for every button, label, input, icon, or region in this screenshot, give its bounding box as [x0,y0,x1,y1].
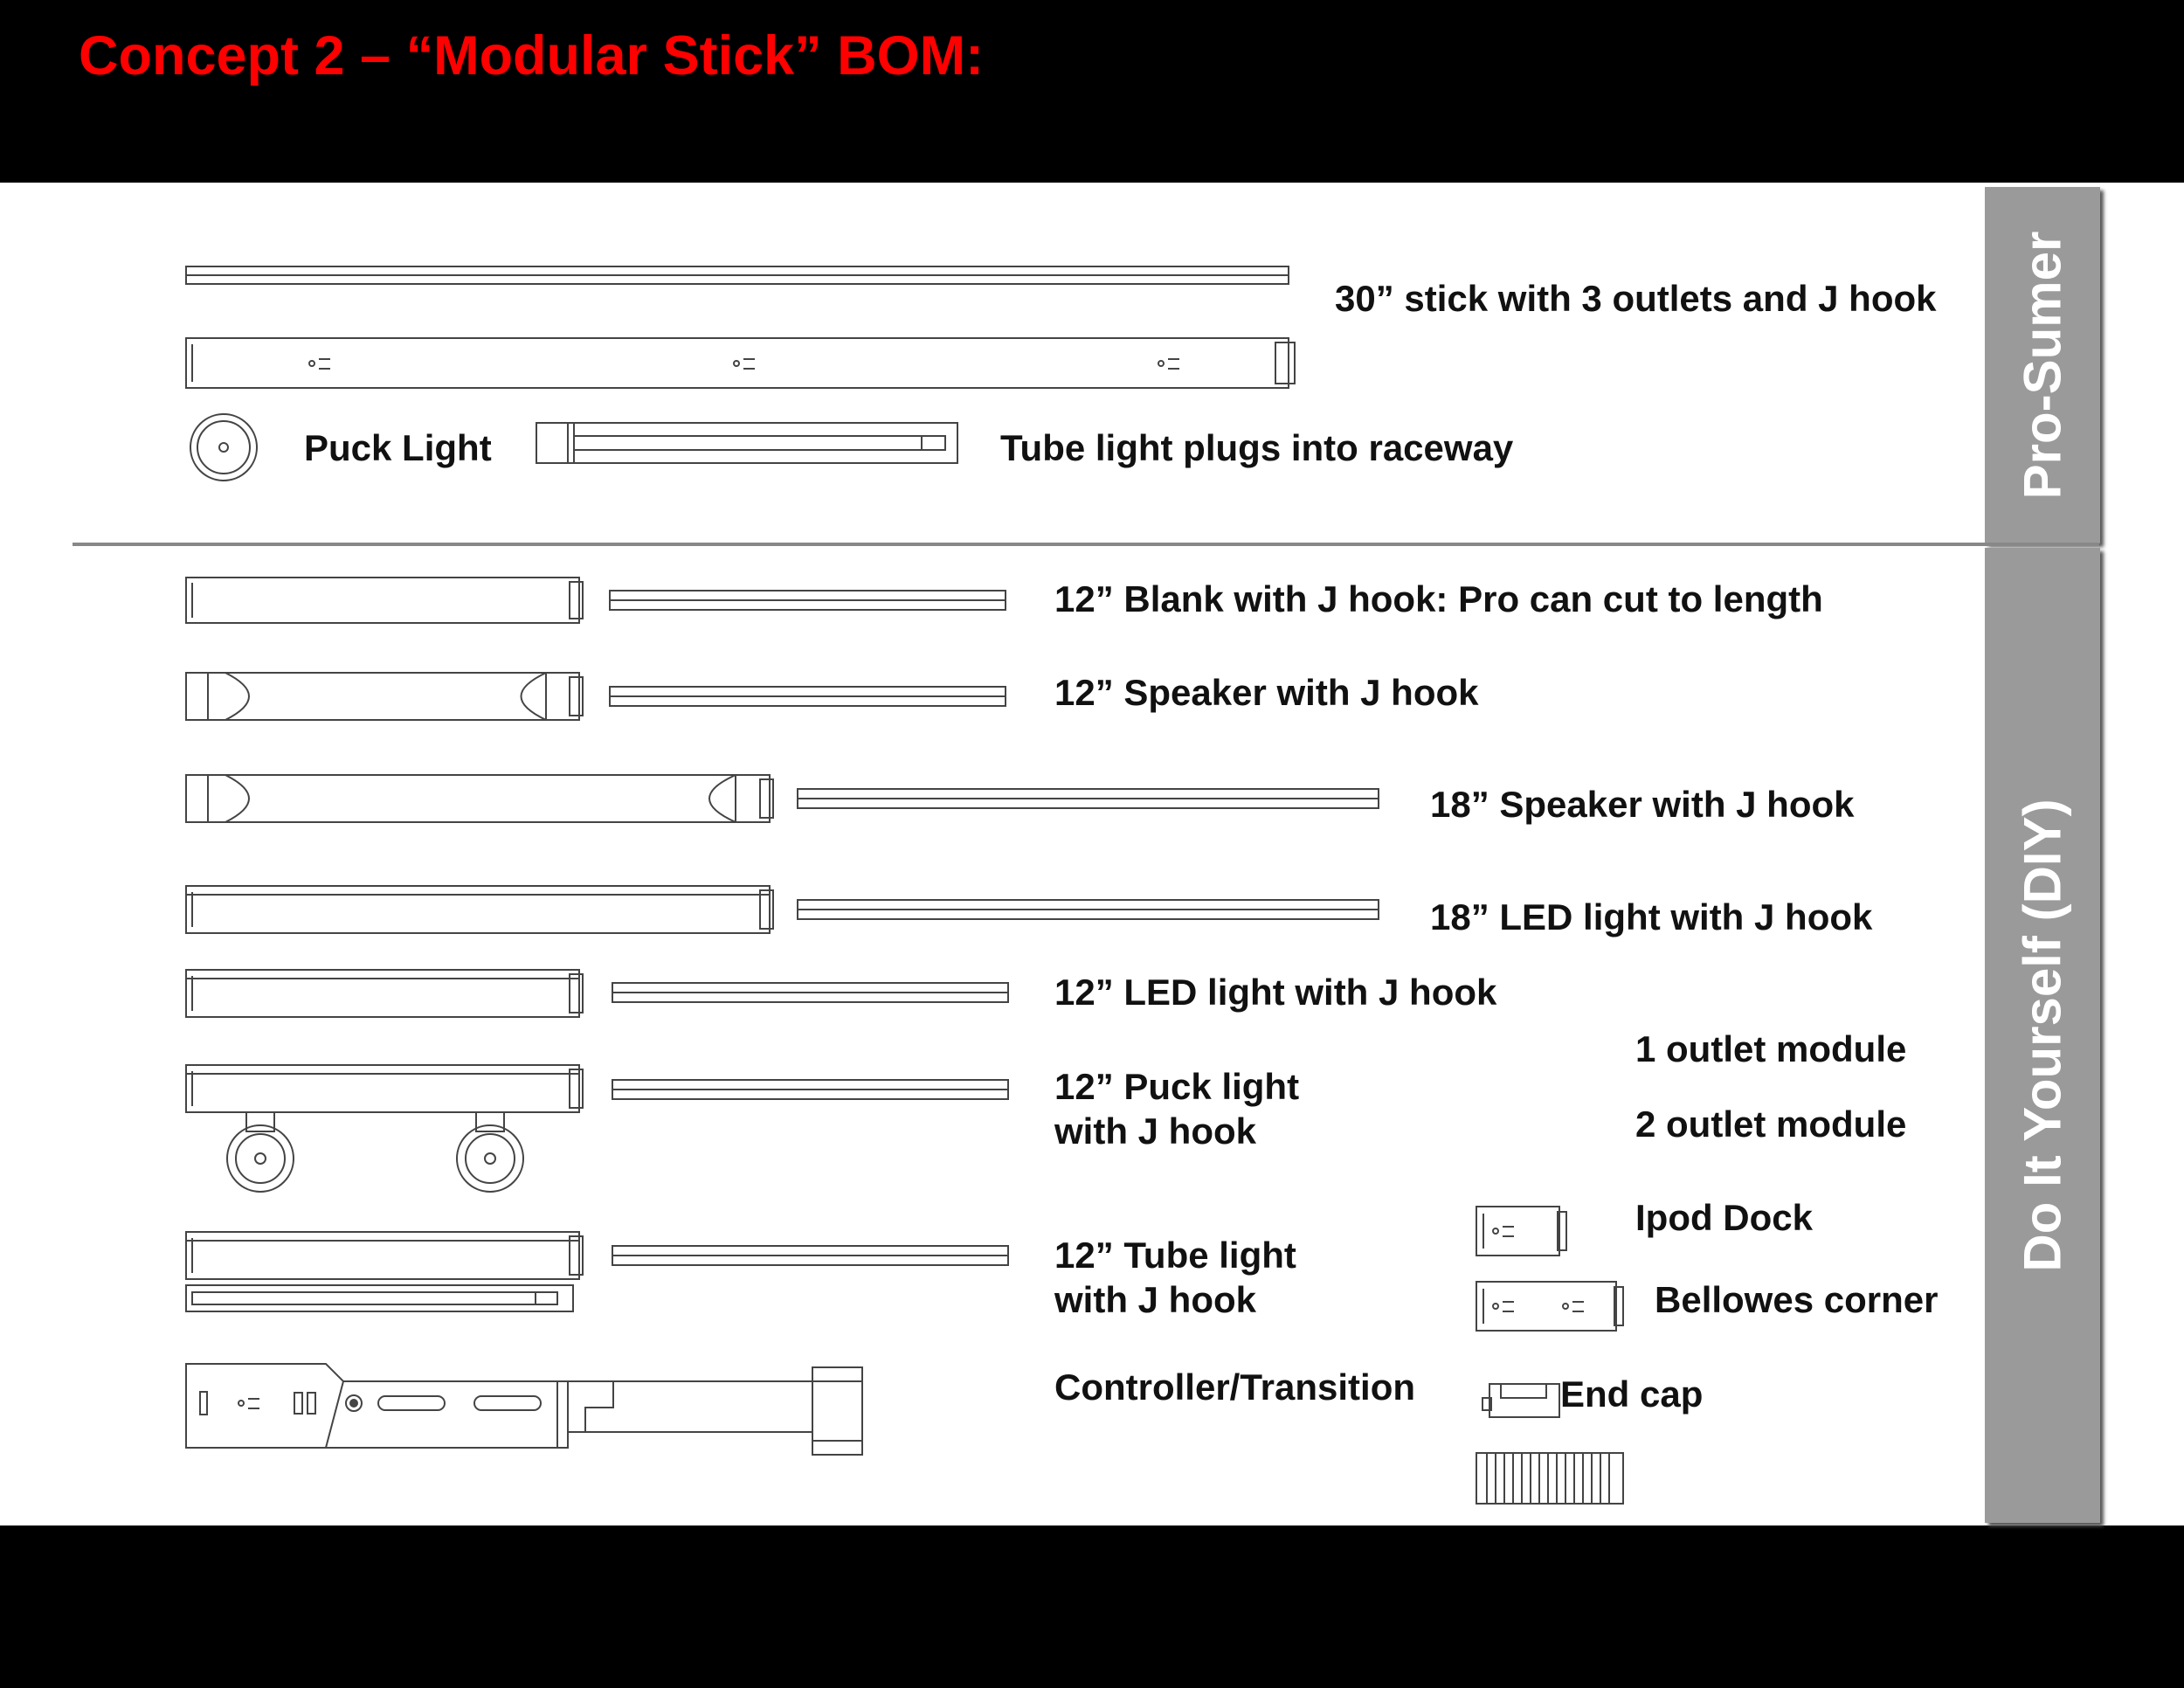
outlet-icon [734,359,755,369]
bellows-pleats [1487,1453,1609,1504]
label-end-cap: End cap [1560,1373,1704,1415]
label-speaker-18: 18” Speaker with J hook [1430,784,1855,825]
outlet-module-2-drawing [1476,1282,1623,1331]
puck-light-icon [190,414,257,481]
label-speaker-12: 12” Speaker with J hook [1054,672,1479,713]
ipod-dock-drawing [1482,1384,1559,1417]
label-controller: Controller/Transition [1054,1366,1416,1408]
led-18-drawing [186,886,1379,933]
diagram-area [0,183,2184,1525]
label-blank-12: 12” Blank with J hook: Pro can cut to length [1054,578,1823,619]
label-outlet-module-2: 2 outlet module [1635,1103,1907,1145]
label-led-18: 18” LED light with J hook [1430,896,1873,937]
diy-label: Do It Yourself (DIY) [2013,799,2072,1272]
label-stick-30: 30” stick with 3 outlets and J hook [1335,278,1937,319]
label-puck-12-line2: with J hook [1054,1110,1256,1152]
stick-30-drawing [186,338,1295,388]
label-tube-light-raceway: Tube light plugs into raceway [1000,427,1514,468]
tube-light-drawing [536,423,957,463]
label-puck-light: Puck Light [304,427,492,468]
speaker-12-drawing [186,673,1006,720]
led-12-drawing [186,970,1008,1017]
raceway-rail-30 [186,266,1289,284]
label-outlet-module-1: 1 outlet module [1635,1028,1907,1069]
controller-drawing [186,1364,862,1455]
label-tube-12-line2: with J hook [1054,1279,1256,1320]
outlet-module-1-drawing [1476,1207,1566,1256]
label-led-12: 12” LED light with J hook [1054,972,1497,1013]
blank-12-drawing [186,578,1006,623]
puck-12-drawing [186,1065,1008,1192]
slide-title: Concept 2 – “Modular Stick” BOM: [79,25,985,86]
label-bellows-corner: Bellowes corner [1655,1279,1939,1320]
prosumer-label: Pro-Sumer [2013,231,2072,500]
tube-12-drawing [186,1232,1008,1311]
speaker-18-drawing [186,775,1379,822]
outlet-icon [1158,359,1179,369]
label-puck-12-line1: 12” Puck light [1054,1066,1300,1107]
label-tube-12-line1: 12” Tube light [1054,1235,1296,1276]
outlet-icon [309,359,330,369]
parts-drawings [0,183,2184,1525]
label-ipod-dock: Ipod Dock [1635,1197,1814,1238]
